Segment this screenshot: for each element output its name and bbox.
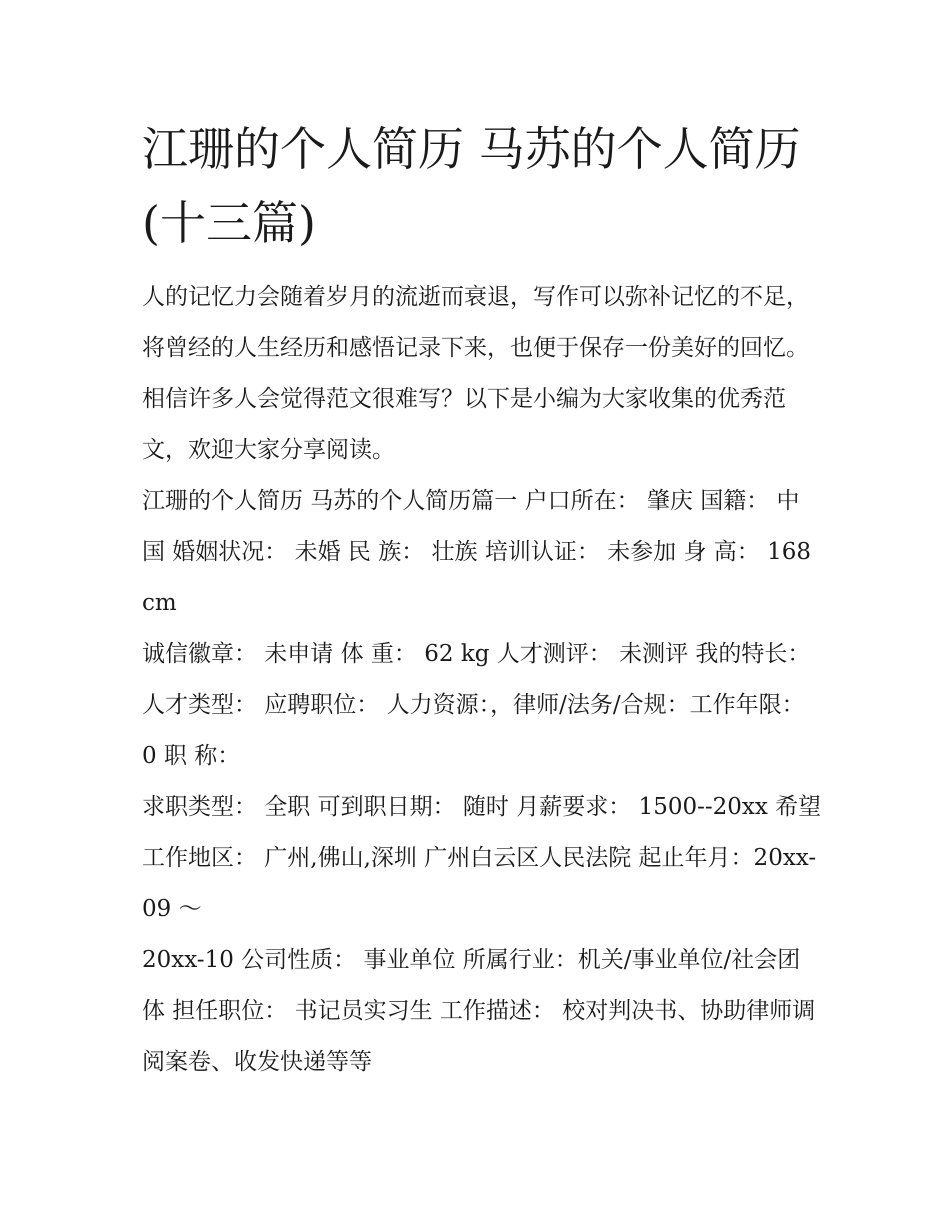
resume-basic-info-paragraph: 江珊的个人简历 马苏的个人简历篇一 户口所在： 肇庆 国籍： 中国 婚姻状况： 未婚 民 族： 壮族 培训认证： 未参加 身 高： 168 cm bbox=[142, 488, 812, 616]
resume-evaluation-paragraph: 诚信徽章： 未申请 体 重： 62 kg 人才测评： 未测评 我的特长： 人才类型： 应聘职位： 人力资源：，律师/法务/合规：工作年限： 0 职 称： bbox=[142, 641, 811, 769]
document-page bbox=[142, 112, 822, 1088]
intro-paragraph: 人的记忆力会随着岁月的流逝而衰退，写作可以弥补记忆的不足，将曾经的人生经历和感悟记录下来，也便于保存一份美好的回忆。相信许多人会觉得范文很难写？以下是小编为大家收集的优秀范文，欢迎大家分享阅读。 bbox=[142, 284, 809, 463]
resume-work-experience-paragraph: 20xx-10 公司性质： 事业单位 所属行业：机关/事业单位/社会团体 担任职位： 书记员实习生 工作描述： 校对判决书、协助律师调阅案卷、收发快递等等 bbox=[142, 947, 816, 1075]
document-title: 江珊的个人简历 马苏的个人简历(十三篇) bbox=[142, 122, 801, 250]
resume-job-intention-paragraph: 求职类型： 全职 可到职日期： 随时 月薪要求： 1500--20xx 希望工作地区： 广州,佛山,深圳 广州白云区人民法院 起止年月：20xx-09 ～ bbox=[142, 794, 822, 922]
